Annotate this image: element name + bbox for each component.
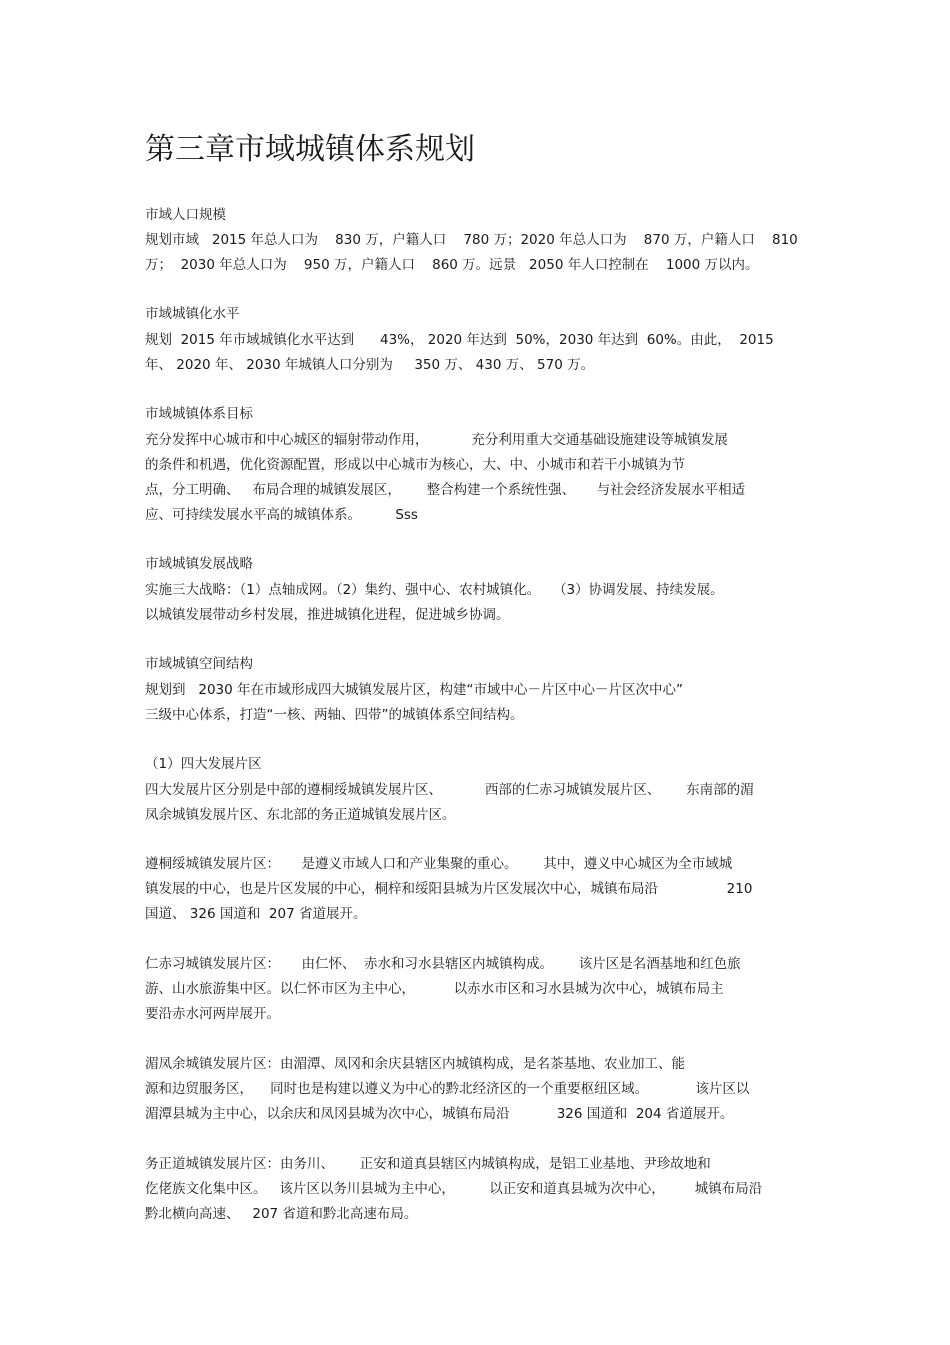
paragraph-line: 规划到 2030 年在市域形成四大城镇发展片区，构建“市域中心－片区中心－片区次中心” [145,682,684,698]
paragraph-line: 规划 2015 年市域城镇化水平达到 43%， 2020 年达到 50%，2030 年达到 60%。由此， 2015 [145,332,774,348]
paragraph-line: 仁赤习城镇发展片区： 由仁怀、 赤水和习水县辖区内城镇构成。 该片区是名酒基地和红色旅 [145,956,741,972]
paragraph-line: 充分发挥中心城市和中心城区的辐射带动作用， 充分利用重大交通基础设施建设等城镇发展 [145,432,728,448]
paragraph-line: 实施三大战略：（1）点轴成网。（2）集约、强中心、农村城镇化。 （3）协调发展、持续发展。 [145,582,724,598]
paragraph-line: 的条件和机遇，优化资源配置，形成以中心城市为核心，大、中、小城市和若干小城镇为节 [145,457,685,473]
paragraph-line: 应、可持续发展水平高的城镇体系。 Sss [145,507,418,523]
subsection-heading-four-districts: （1）四大发展片区 [145,756,262,772]
section-heading-population: 市域人口规模 [145,207,226,223]
section-heading-spatial-structure: 市域城镇空间结构 [145,656,253,672]
chapter-title: 第三章市域城镇体系规划 [145,132,475,167]
paragraph-line: 湄潭县城为主中心，以余庆和凤冈县城为次中心，城镇布局沿 326 国道和 204 省道展开。 [145,1106,734,1122]
paragraph-line: 四大发展片区分别是中部的遵桐绥城镇发展片区、 西部的仁赤习城镇发展片区、 东南部的湄 [145,782,754,798]
paragraph-line: 三级中心体系，打造“一核、两轴、四带”的城镇体系空间结构。 [145,707,524,723]
paragraph-line: 务正道城镇发展片区：由务川、 正安和道真县辖区内城镇构成，是铝工业基地、尹珍故地和 [145,1156,711,1172]
paragraph-line: 点，分工明确、 布局合理的城镇发展区， 整合构建一个系统性强、 与社会经济发展水平相适 [145,482,746,498]
paragraph-line: 国道、 326 国道和 207 省道展开。 [145,906,367,922]
section-heading-strategy: 市域城镇发展战略 [145,556,253,572]
paragraph-line: 凤余城镇发展片区、东北部的务正道城镇发展片区。 [145,807,456,823]
paragraph-line: 遵桐绥城镇发展片区： 是遵义市域人口和产业集聚的重心。 其中，遵义中心城区为全市域城 [145,856,733,872]
paragraph-line: 要沿赤水河两岸展开。 [145,1006,280,1022]
paragraph-line: 仡佬族文化集中区。 该片区以务川县城为主中心， 以正安和道真县城为次中心， 城镇布局沿 [145,1181,763,1197]
paragraph-line: 镇发展的中心，也是片区发展的中心，桐梓和绥阳县城为片区发展次中心，城镇布局沿 210 [145,881,753,897]
paragraph-line: 万； 2030 年总人口为 950 万，户籍人口 860 万。远景 2050 年人口控制在 1000 万以内。 [145,257,759,273]
section-heading-urbanization: 市域城镇化水平 [145,306,240,322]
section-heading-system-goal: 市域城镇体系目标 [145,406,253,422]
paragraph-line: 源和边贸服务区， 同时也是构建以遵义为中心的黔北经济区的一个重要枢纽区域。 该片区以 [145,1081,750,1097]
paragraph-line: 游、山水旅游集中区。以仁怀市区为主中心， 以赤水市区和习水县城为次中心，城镇布局主 [145,981,724,997]
paragraph-line: 湄凤余城镇发展片区：由湄潭、凤冈和余庆县辖区内城镇构成，是名茶基地、农业加工、能 [145,1056,685,1072]
paragraph-line: 以城镇发展带动乡村发展，推进城镇化进程，促进城乡协调。 [145,607,510,623]
paragraph-line: 黔北横向高速、 207 省道和黔北高速布局。 [145,1206,418,1222]
paragraph-line: 年、 2020 年、 2030 年城镇人口分别为 350 万、 430 万、 570 万。 [145,357,595,373]
paragraph-line: 规划市域 2015 年总人口为 830 万，户籍人口 780 万；2020 年总人口为 870 万，户籍人口 810 [145,232,798,248]
